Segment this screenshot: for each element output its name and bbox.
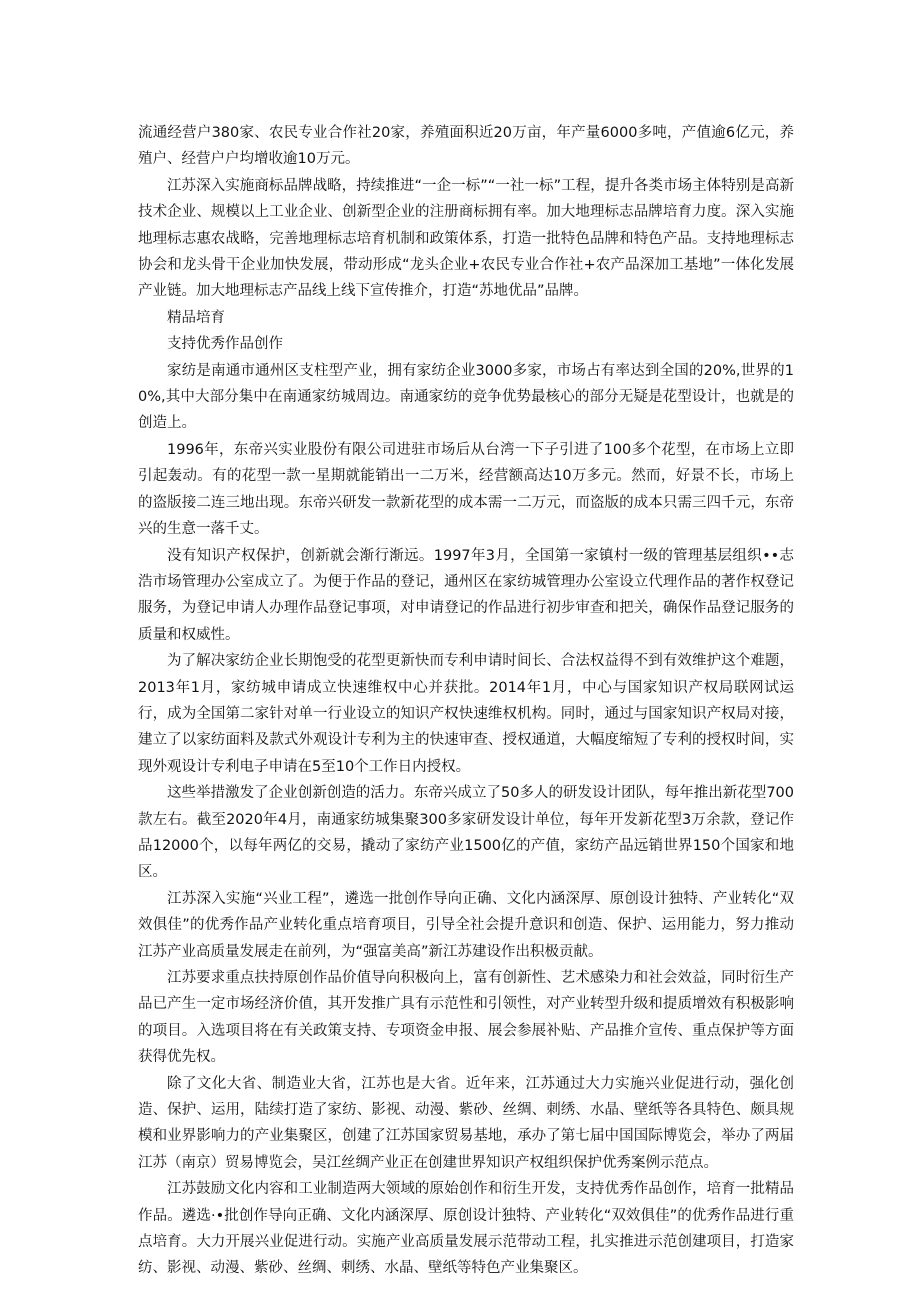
- section-heading: 精品培育: [167, 309, 225, 326]
- paragraph-support-original: 江苏要求重点扶持原创作品价值导向积极向上，富有创新性、艺术感染力和社会效益，同时衍生产品已产生一定市场经济价值，其开发推广具有示范性和引领性，对产业转型升级和提质增效有积极影响的项目。入选项目将在有关政策支持、专项资金申报、展会参展补贴、产品推介宣传、重点保护等方面获得优先权。: [138, 970, 794, 1066]
- paragraph-continuation: 流通经营户380家、农民专业合作社20家，养殖面积近20万亩，年产量6000多吨，产值逾6亿元，养殖户、经营户户均增收逾10万元。: [138, 125, 794, 168]
- paragraph-trademark-strategy: 江苏深入实施商标品牌战略，持续推进“一企一标”“一社一标”工程，提升各类市场主体特别是高新技术企业、规模以上工业企业、创新型企业的注册商标拥有率。加大地理标志品牌培育力度。深入实施地理标志惠农战略，完善地理标志培育机制和政策体系，打造一批特色品牌和特色产品。支持地理标志协会和龙头骨干企业加快发展，带动形成“龙头企业+农民专业合作社+农产品深加工基地”一体化发展产业链。加大地理标志产品线上线下宣传推介，打造“苏地优品”品牌。: [138, 177, 794, 300]
- paragraph-rapid-rights: 为了解决家纺企业长期饱受的花型更新快而专利申请时间长、合法权益得不到有效维护这个难题，2013年1月，家纺城申请成立快速维权中心并获批。2014年1月，中心与国家知识产权局联网试运行，成为全国第二家针对单一行业设立的知识产权快速维权机构。同时，通过与国家知识产权局对接，建立了以家纺面料及款式外观设计专利为主的快速审查、授权通道，大幅度缩短了专利的授权时间，实现外观设计专利电子申请在5至10个工作日内授权。: [138, 653, 794, 775]
- subsection-heading: 支持优秀作品创作: [167, 336, 283, 353]
- paragraph-ip-protection: 没有知识产权保护，创新就会渐行渐远。1997年3月，全国第一家镇村一级的管理基层组织••志浩市场管理办公室成立了。为便于作品的登记，通州区在家纺城管理办公室设立代理作品的著作权登记服务，为登记申请人办理作品登记事项，对申请登记的作品进行初步审查和把关，确保作品登记服务的质量和权威性。: [138, 547, 794, 643]
- paragraph-innovation-vitality: 这些举措激发了企业创新创造的活力。东帝兴成立了50多人的研发设计团队，每年推出新花型700款左右。截至2020年4月，南通家纺城集聚300多家研发设计单位，每年开发新花型3万余款，登记作品12000个，以每年两亿的交易，撬动了家纺产业1500亿的产值，家纺产品远销世界150个国家和地区。: [138, 785, 794, 881]
- paragraph-xingye-project: 江苏深入实施“兴业工程”，遴选一批创作导向正确、文化内涵深厚、原创设计独特、产业转化“双效俱佳”的优秀作品产业转化重点培育项目，引导全社会提升意识和创造、保护、运用能力，努力推动江苏产业高质量发展走在前列，为“强富美高”新江苏建设作出积极贡献。: [138, 890, 794, 960]
- document-page: [138, 120, 794, 1282]
- paragraph-encourage-creation: 江苏鼓励文化内容和工业制造两大领域的原始创作和衍生开发，支持优秀作品创作，培育一批精品作品。遴选·•批创作导向正确、文化内涵深厚、原创设计独特、产业转化“双效俱佳”的优秀作品进行重点培育。大力开展兴业促进行动。实施产业高质量发展示范带动工程，扎实推进示范创建项目，打造家纺、影视、动漫、紫砂、丝绸、刺绣、水晶、壁纸等特色产业集聚区。: [138, 1181, 794, 1277]
- paragraph-industry-clusters: 除了文化大省、制造业大省，江苏也是大省。近年来，江苏通过大力实施兴业促进行动，强化创造、保护、运用，陆续打造了家纺、影视、动漫、紫砂、丝绸、刺绣、水晶、壁纸等各具特色、颇具规模和业界影响力的产业集聚区，创建了江苏国家贸易基地，承办了第七届中国国际博览会，举办了两届江苏（南京）贸易博览会，吴江丝绸产业正在创建世界知识产权组织保护优秀案例示范点。: [138, 1075, 794, 1171]
- paragraph-1996: 1996年，东帝兴实业股份有限公司进驻市场后从台湾一下子引进了100多个花型，在市场上立即引起轰动。有的花型一款一星期就能销出一二万米，经营额高达10万多元。然而，好景不长，市场上的盗版接二连三地出现。东帝兴研发一款新花型的成本需一二万元，而盗版的成本只需三四千元，东帝兴的生意一落千丈。: [138, 441, 794, 538]
- paragraph-home-textile: 家纺是南通市通州区支柱型产业，拥有家纺企业3000多家，市场占有率达到全国的20%,世界的10%,其中大部分集中在南通家纺城周边。南通家纺的竞争优势最核心的部分无疑是花型设计，也就是的创造上。: [138, 362, 794, 432]
